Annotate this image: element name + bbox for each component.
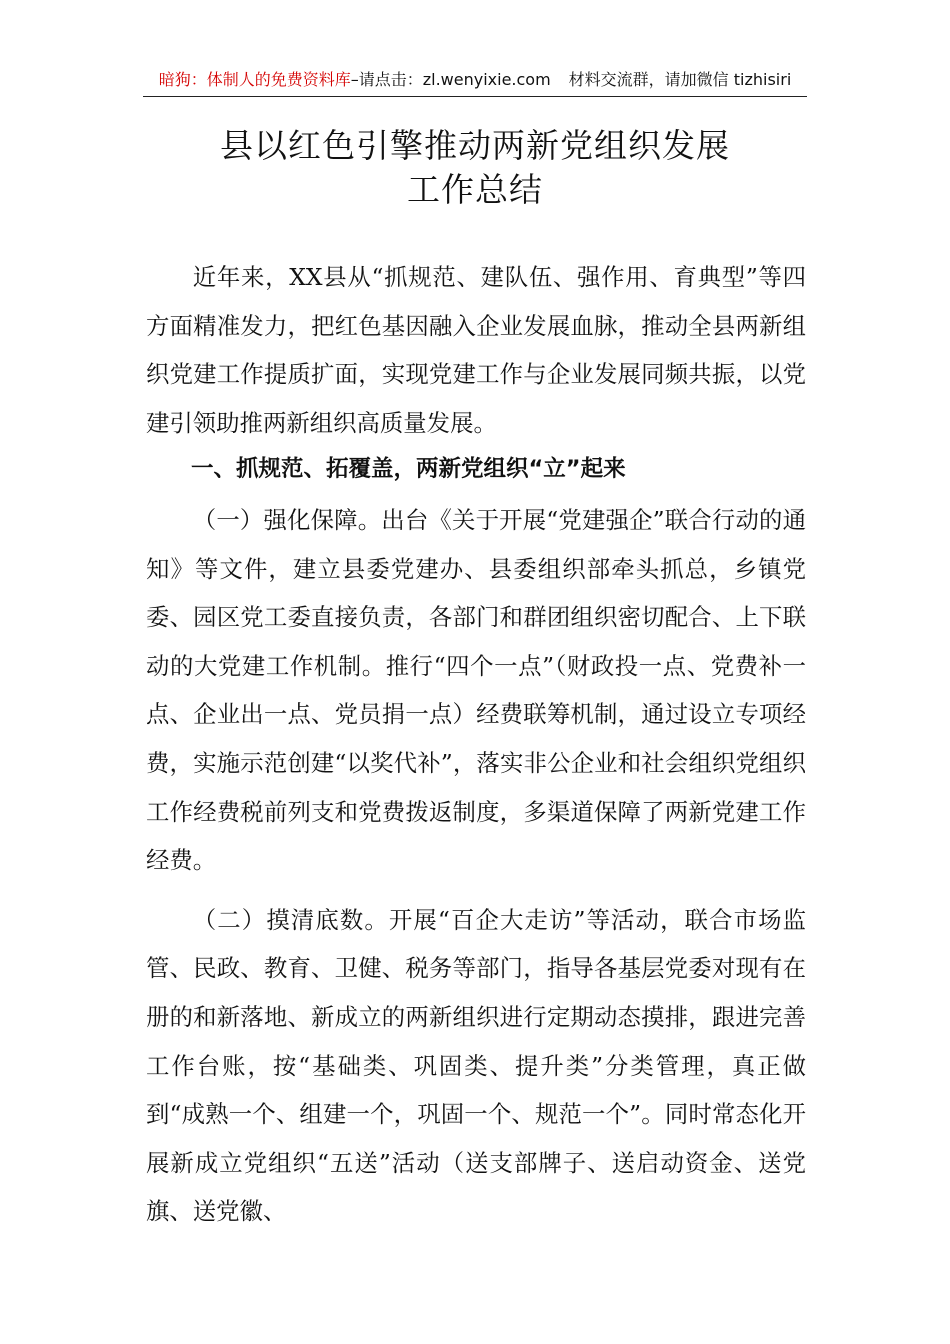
intro-paragraph: 近年来，XX县从“抓规范、建队伍、强作用、育典型”等四方面精准发力，把红色基因融入企业发展血脉，推动全县两新组织党建工作提质扩面，实现党建工作与企业发展同频共振，以党建引领助推两新组织高质量发展。	[146, 263, 806, 437]
document-body	[146, 253, 806, 1236]
paragraph-strengthen-guarantee: （一）强化保障。出台《关于开展“党建强企”联合行动的通知》等文件，建立县委党建办、县委组织部牵头抓总，乡镇党委、园区党工委直接负责，各部门和群团组织密切配合、上下联动的大党建工作机制。推行“四个一点”（财政投一点、党费补一点、企业出一点、党员捐一点）经费联筹机制，通过设立专项经费，实施示范创建“以奖代补”，落实非公企业和社会组织党组织工作经费税前列支和党费拨返制度，多渠道保障了两新党建工作经费。	[146, 505, 806, 875]
header-group-note: 材料交流群，请加微信 tizhisiri	[568, 70, 792, 89]
paragraph-clarify-base: （二）摸清底数。开展“百企大走访”等活动，联合市场监管、民政、教育、卫健、税务等部门，指导各基层党委对现有在册的和新落地、新成立的两新组织进行定期动态摸排，跟进完善工作台账，按“基础类、巩固类、提升类”分类管理，真正做到“成熟一个、组建一个，巩固一个、规范一个”。同时常态化开展新成立党组织“五送”活动（送支部牌子、送启动资金、送党旗、送党徽、	[146, 905, 806, 1226]
header-url-link[interactable]: zl.wenyixie.com	[422, 70, 551, 89]
section-heading-1: 一、抓规范、拓覆盖，两新党组织“立”起来	[191, 456, 626, 483]
page-header	[143, 66, 807, 97]
document-title-line-2: 工作总结	[407, 170, 543, 209]
header-brand-link[interactable]: 暗狗：体制人的免费资料库	[158, 70, 351, 89]
header-click-hint: –请点击：	[350, 70, 423, 89]
document-title-line-1: 县以红色引擎推动两新党组织发展	[220, 126, 730, 165]
